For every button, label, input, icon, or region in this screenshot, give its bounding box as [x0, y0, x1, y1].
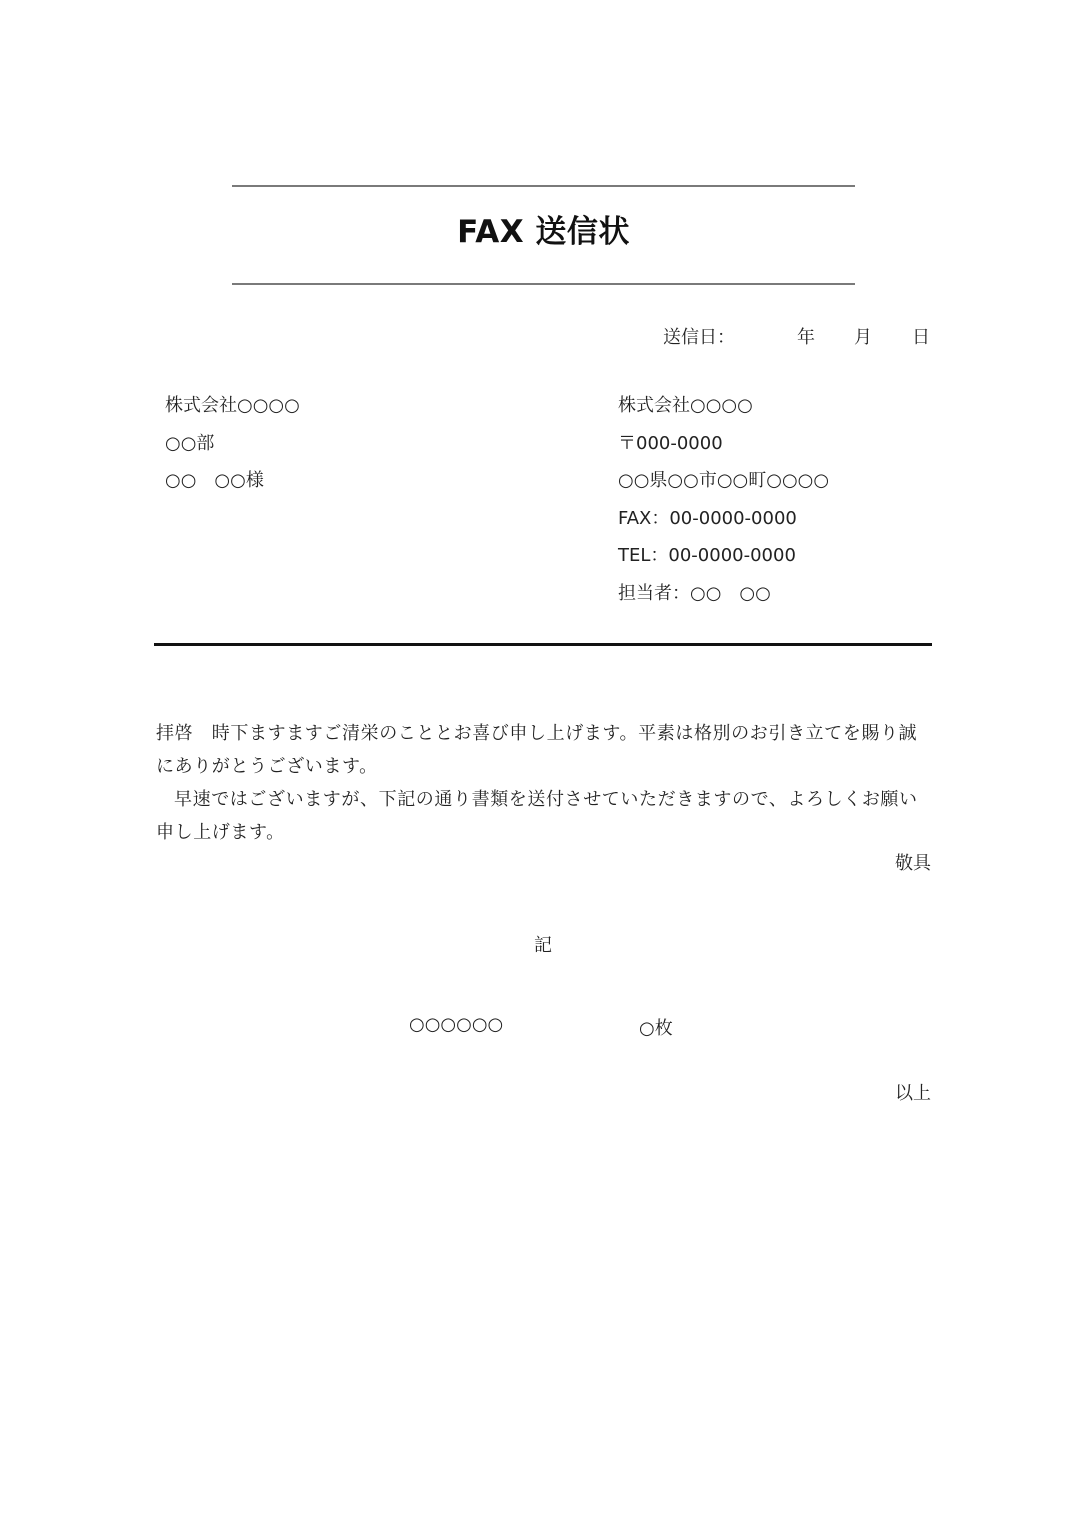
send-date-year: 年	[797, 327, 815, 348]
end-mark: 以上	[895, 1083, 931, 1104]
title-top-rule	[232, 185, 855, 187]
send-date-month: 月	[854, 327, 872, 348]
sender-contact: 担当者：○○ ○○	[618, 582, 771, 604]
send-date-row	[663, 323, 931, 348]
header-divider	[154, 643, 932, 646]
closing-phrase: 敬具	[895, 853, 931, 874]
sender-fax: FAX：00-0000-0000	[618, 507, 797, 529]
document-item-name: ○○○○○○	[409, 1014, 504, 1035]
sender-tel: TEL：00-0000-0000	[618, 545, 796, 566]
main-paragraph: 早速ではございますが、下記の通り書類を送付させていただきますので、よろしくお願い申し上げます。	[156, 789, 918, 843]
document-item-count: ○枚	[639, 1018, 673, 1039]
letter-body	[156, 717, 931, 849]
recipient-name: ○○ ○○様	[165, 470, 264, 491]
notes-heading: 記	[534, 935, 552, 956]
sender-postal-code: 〒000-0000	[618, 432, 723, 454]
greeting-paragraph: 拝啓 時下ますますご清栄のこととお喜び申し上げます。平素は格別のお引き立てを賜り誠にありがとうございます。	[156, 723, 918, 777]
sender-company: 株式会社○○○○	[618, 395, 753, 416]
recipient-company: 株式会社○○○○	[165, 395, 300, 416]
sender-block	[618, 391, 829, 616]
document-title: FAX 送信状	[457, 214, 630, 250]
recipient-department: ○○部	[165, 432, 215, 454]
recipient-block	[165, 391, 300, 504]
sender-address: ○○県○○市○○町○○○○	[618, 470, 830, 491]
send-date-label: 送信日：	[663, 327, 735, 348]
title-bottom-rule	[232, 283, 855, 285]
send-date-day: 日	[912, 327, 930, 348]
